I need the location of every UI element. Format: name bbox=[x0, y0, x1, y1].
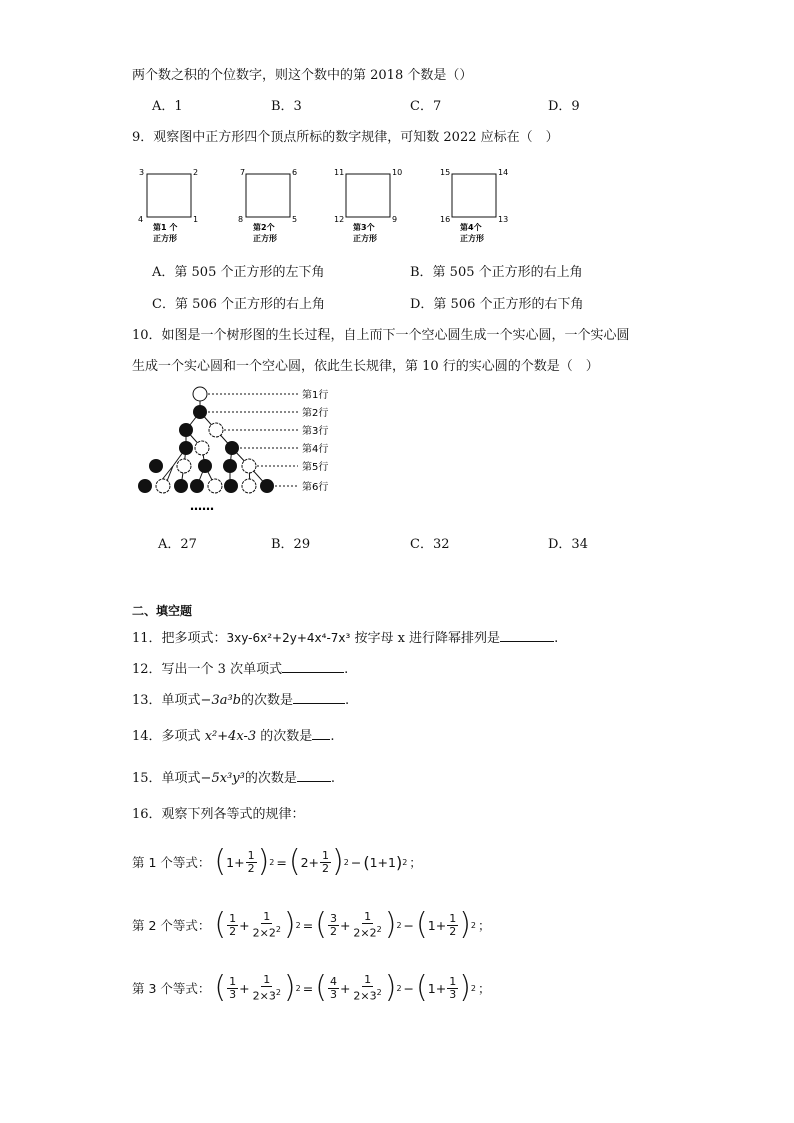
tree-node-solid bbox=[179, 441, 193, 455]
tree-node-hollow bbox=[242, 459, 256, 473]
square-1-br: 1 bbox=[193, 215, 199, 224]
q11-expr: 3xy-6x²+2y+4x⁴-7x³ bbox=[226, 631, 351, 645]
square-2 bbox=[238, 168, 297, 243]
tree-node-solid bbox=[174, 479, 188, 493]
square-3-br: 9 bbox=[392, 215, 398, 224]
tree-node-hollow bbox=[177, 459, 191, 473]
q15-prefix: 15．单项式 bbox=[132, 771, 201, 786]
q11-end: . bbox=[554, 631, 559, 646]
equation-3-label: 第 3 个等式： bbox=[132, 981, 211, 996]
q14-end: . bbox=[330, 729, 335, 744]
row-label-1: 第1行 bbox=[302, 390, 329, 401]
q14-suffix: 的次数是 bbox=[256, 729, 313, 744]
section-title-fill-in: 二、填空题 bbox=[132, 604, 193, 618]
q13-suffix: 的次数是 bbox=[241, 693, 294, 708]
square-1-bl: 4 bbox=[138, 215, 144, 224]
q16-stem: 16．观察下列各等式的规律： bbox=[132, 807, 305, 822]
q8-stem: 两个数之积的个位数字，则这个数中的第 2018 个数是（） bbox=[132, 68, 473, 83]
square-2-bl: 8 bbox=[238, 215, 244, 224]
q15-end: . bbox=[330, 771, 335, 786]
square-4-tr: 14 bbox=[498, 168, 509, 177]
q10-option-d: D．34 bbox=[548, 537, 588, 552]
tree-node-solid bbox=[260, 479, 274, 493]
square-3-tl: 11 bbox=[334, 168, 345, 177]
q13-answer-blank[interactable] bbox=[293, 691, 345, 704]
square-4-br: 13 bbox=[498, 215, 509, 224]
q10-option-a: A．27 bbox=[158, 537, 197, 552]
tree-node-solid bbox=[190, 479, 204, 493]
equation-2-label: 第 2 个等式： bbox=[132, 918, 211, 933]
q13-expr: −3a³b bbox=[200, 693, 241, 708]
tree-node-hollow bbox=[195, 441, 209, 455]
q13 bbox=[132, 691, 349, 710]
q11 bbox=[132, 629, 558, 648]
tree-node-hollow bbox=[209, 423, 223, 437]
square-4-caption2: 正方形 bbox=[460, 234, 484, 243]
square-4 bbox=[440, 168, 508, 243]
tree-node-hollow bbox=[242, 479, 256, 493]
row-label-6: 第6行 bbox=[302, 482, 329, 493]
q14-answer-blank[interactable] bbox=[312, 727, 330, 740]
q14-prefix: 14．多项式 bbox=[132, 729, 205, 744]
q11-prefix: 11．把多项式： bbox=[132, 631, 227, 646]
q13-end: . bbox=[345, 693, 350, 708]
equation-1-label: 第 1 个等式： bbox=[132, 855, 211, 870]
q16-equation-2: 第 2 个等式： ( $\frac{1}{2}$ + $\frac{1}{2\times 2^2}$ ) 2 = ( $\frac{3}{2}$ + $\frac{1}{2\times 2^2}$ ) 2 − ( 1+ $\frac{1}{2}$ ) 2 ； bbox=[132, 907, 491, 942]
q13-prefix: 13．单项式 bbox=[132, 693, 201, 708]
q9-option-a: A．第 505 个正方形的左下角 bbox=[152, 265, 325, 280]
q8-option-a: A．1 bbox=[152, 99, 183, 114]
row-label-2: 第2行 bbox=[302, 408, 329, 419]
square-2-caption2: 正方形 bbox=[253, 234, 277, 243]
square-4-caption1: 第4个 bbox=[460, 223, 482, 232]
q8-option-b: B．3 bbox=[271, 99, 302, 114]
row-label-5: 第5行 bbox=[302, 462, 329, 473]
q16-equation-3: 第 3 个等式： ( $\frac{1}{3}$ + $\frac{1}{2\times 3^2}$ ) 2 = ( $\frac{4}{3}$ + $\frac{1}{2\times 3^2}$ ) 2 − ( 1+ $\frac{1}{3}$ ) 2 ； bbox=[132, 970, 491, 1005]
q10-stem-line1: 10．如图是一个树形图的生长过程，自上而下一个空心圆生成一个实心圆，一个实心圆 bbox=[132, 328, 630, 343]
q11-answer-blank[interactable] bbox=[500, 629, 554, 642]
q9-squares-figure bbox=[130, 160, 530, 250]
q12 bbox=[132, 660, 348, 679]
square-2-tl: 7 bbox=[240, 168, 246, 177]
tree-node-hollow bbox=[208, 479, 222, 493]
q9-stem: 9．观察图中正方形四个顶点所标的数字规律，可知数 2022 应标在（ ） bbox=[132, 130, 559, 145]
q10-stem-line2: 生成一个实心圆和一个空心圆，依此生长规律，第 10 行的实心圆的个数是（ ） bbox=[132, 359, 599, 374]
tree-node-solid bbox=[224, 479, 238, 493]
square-2-tr: 6 bbox=[292, 168, 298, 177]
square-1-tl: 3 bbox=[139, 168, 145, 177]
square-3 bbox=[334, 168, 402, 243]
q9-option-b: B．第 505 个正方形的右上角 bbox=[410, 265, 583, 280]
square-3-tr: 10 bbox=[392, 168, 403, 177]
q10-tree-figure bbox=[130, 382, 360, 517]
tree-ellipsis: …… bbox=[190, 499, 214, 513]
tree-node-hollow bbox=[156, 479, 170, 493]
square-2-br: 5 bbox=[292, 215, 298, 224]
square-1-tr: 2 bbox=[193, 168, 199, 177]
square-1-caption2: 正方形 bbox=[153, 234, 177, 243]
q15 bbox=[132, 769, 335, 788]
square-4-bl: 16 bbox=[440, 215, 451, 224]
square-2-caption1: 第2个 bbox=[253, 223, 275, 232]
tree-node-solid bbox=[223, 459, 237, 473]
q9-option-c: C．第 506 个正方形的右上角 bbox=[152, 297, 326, 312]
q12-end: . bbox=[344, 662, 349, 677]
q16-equation-1: 第 1 个等式： ( 1+ $\frac{1}{2}$ ) 2 = ( 2+ $\frac{1}{2}$ ) 2 − ( 1+1 ) 2 ； bbox=[132, 844, 422, 879]
q15-answer-blank[interactable] bbox=[297, 769, 331, 782]
square-4-tl: 15 bbox=[440, 168, 451, 177]
square-3-caption1: 第3个 bbox=[353, 223, 375, 232]
q14 bbox=[132, 727, 334, 746]
square-3-caption2: 正方形 bbox=[353, 234, 377, 243]
q8-option-d: D．9 bbox=[548, 99, 580, 114]
tree-node-solid bbox=[198, 459, 212, 473]
tree-node-hollow bbox=[193, 387, 207, 401]
q10-option-b: B．29 bbox=[271, 537, 311, 552]
square-1-caption1: 第1 个 bbox=[153, 223, 178, 232]
q15-suffix: 的次数是 bbox=[244, 771, 297, 786]
q14-expr: x²+4x-3 bbox=[204, 729, 257, 744]
q12-answer-blank[interactable] bbox=[282, 660, 344, 673]
q15-expr: −5x³y³ bbox=[200, 771, 245, 786]
row-label-4: 第4行 bbox=[302, 444, 329, 455]
tree-node-solid bbox=[193, 405, 207, 419]
q12-text: 12．写出一个 3 次单项式 bbox=[132, 662, 283, 677]
tree-node-solid bbox=[179, 423, 193, 437]
row-label-3: 第3行 bbox=[302, 426, 329, 437]
q8-option-c: C．7 bbox=[410, 99, 442, 114]
tree-node-solid bbox=[149, 459, 163, 473]
tree-node-solid bbox=[138, 479, 152, 493]
square-1 bbox=[138, 168, 198, 243]
q9-option-d: D．第 506 个正方形的右下角 bbox=[410, 297, 584, 312]
q11-suffix: 按字母 x 进行降幂排列是 bbox=[350, 631, 501, 646]
q10-option-c: C．32 bbox=[410, 537, 450, 552]
tree-node-solid bbox=[225, 441, 239, 455]
square-3-bl: 12 bbox=[334, 215, 345, 224]
